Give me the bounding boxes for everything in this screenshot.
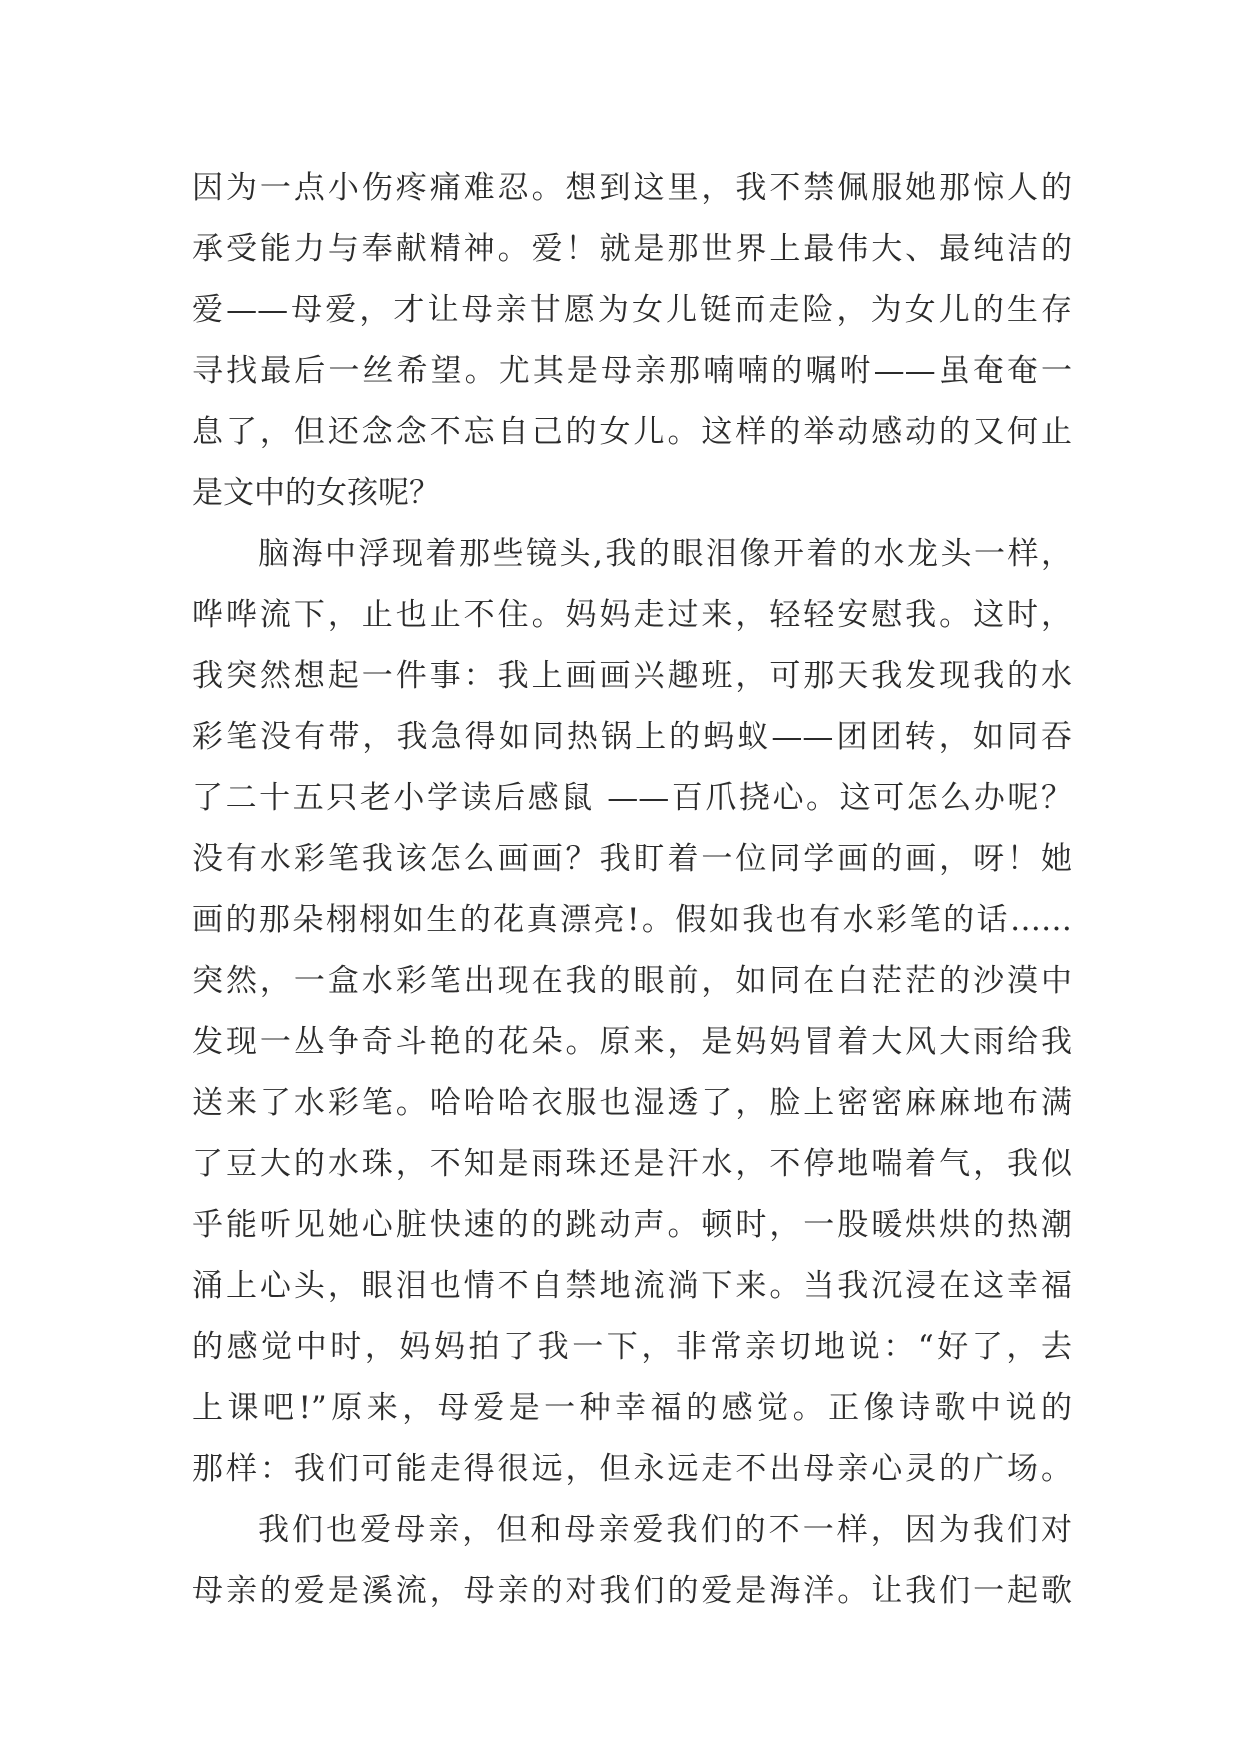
essay-text-body [192,158,1072,1622]
text-line: 突然，一盒水彩笔出现在我的眼前，如同在白茫茫的沙漠中 [192,963,1072,999]
text-line: 了豆大的水珠，不知是雨珠还是汗水，不停地喘着气，我似 [192,1146,1072,1182]
text-line: 了二十五只老小学读后感鼠 ——百爪挠心。这可怎么办呢？ [192,780,1072,816]
text-line: 送来了水彩笔。哈哈哈衣服也湿透了，脸上密密麻麻地布满 [192,1085,1072,1121]
text-line: 承受能力与奉献精神。爱！就是那世界上最伟大、最纯洁的 [192,231,1072,267]
text-line: 那样：我们可能走得很远，但永远走不出母亲心灵的广场。 [192,1451,1072,1487]
text-line: 脑海中浮现着那些镜头,我的眼泪像开着的水龙头一样， [258,536,1072,572]
text-line: 彩笔没有带，我急得如同热锅上的蚂蚁——团团转，如同吞 [192,719,1072,755]
text-line: 乎能听见她心脏快速的的跳动声。顿时，一股暖烘烘的热潮 [192,1207,1072,1243]
text-line: 上课吧!”原来，母爱是一种幸福的感觉。正像诗歌中说的 [192,1390,1072,1426]
text-line: 是文中的女孩呢？ [192,475,440,511]
text-line: 哗哗流下，止也止不住。妈妈走过来，轻轻安慰我。这时， [192,597,1072,633]
text-line: 没有水彩笔我该怎么画画？我盯着一位同学画的画，呀！她 [192,841,1072,877]
text-line: 寻找最后一丝希望。尤其是母亲那喃喃的嘱咐——虽奄奄一 [192,353,1072,389]
text-line: 息了，但还念念不忘自己的女儿。这样的举动感动的又何止 [192,414,1072,450]
text-line: 爱——母爱，才让母亲甘愿为女儿铤而走险，为女儿的生存 [192,292,1072,328]
text-line: 我突然想起一件事：我上画画兴趣班，可那天我发现我的水 [192,658,1072,694]
text-line: 我们也爱母亲，但和母亲爱我们的不一样，因为我们对 [258,1512,1072,1548]
text-line: 涌上心头，眼泪也情不自禁地流淌下来。当我沉浸在这幸福 [192,1268,1072,1304]
text-line: 的感觉中时，妈妈拍了我一下，非常亲切地说：“好了，去 [192,1329,1072,1365]
text-line: 发现一丛争奇斗艳的花朵。原来，是妈妈冒着大风大雨给我 [192,1024,1072,1060]
text-line: 因为一点小伤疼痛难忍。想到这里，我不禁佩服她那惊人的 [192,170,1072,206]
text-line: 画的那朵栩栩如生的花真漂亮!。假如我也有水彩笔的话…… [192,902,1072,938]
text-line: 母亲的爱是溪流，母亲的对我们的爱是海洋。让我们一起歌 [192,1573,1072,1609]
